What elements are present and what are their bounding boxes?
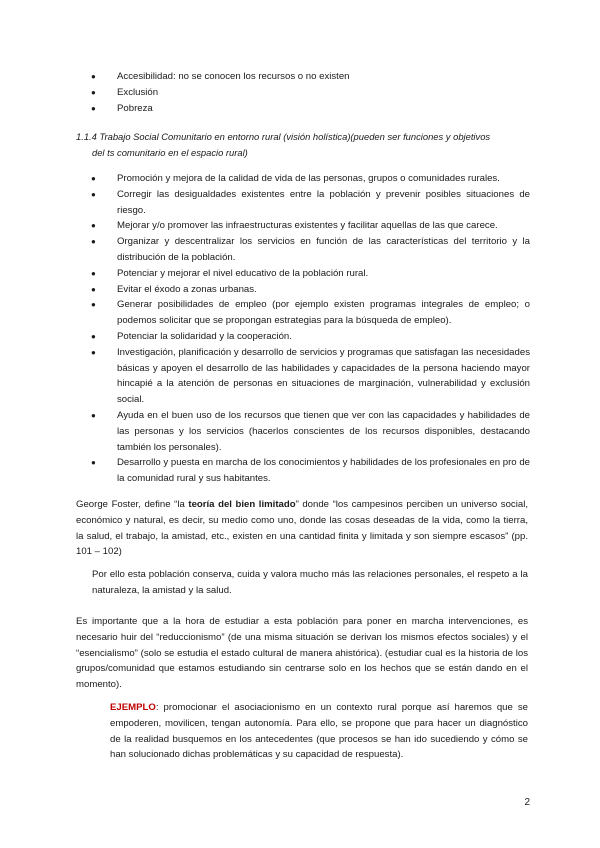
list-item: ● Pobreza xyxy=(86,101,530,117)
ejemplo-text: : promocionar el asociacionismo en un contexto rural porque así haremos que se empoderen, movilicen, tengan autonomía. Para ello, se propone que para hacer un diagnóstico de la realidad busquemos en los antecedentes (que procesos se han ido sucediendo y cómo se han solucionado dichas problemáticas y su capacidad de respuesta). xyxy=(110,702,528,761)
foster-text-before: George Foster, define “la xyxy=(76,499,189,510)
list-item: ● Organizar y descentralizar los servicios en función de las características del territorio y la distribución de la población. xyxy=(86,234,530,266)
paragraph-ejemplo xyxy=(110,700,528,763)
list-item: ● Ayuda en el buen uso de los recursos que tienen que ver con las capacidades y habilidades de las personas y los servicios (hacerlos conscientes de los recursos disponibles, destacando también los personales). xyxy=(86,408,530,455)
list-item: ● Evitar el éxodo a zonas urbanas. xyxy=(86,282,530,298)
foster-text-after: ” donde “los campesinos perciben un universo social, económico y natural, es decir, su medio como uno, donde las cosas deseadas de la vida, como la tierra, la salud, el trabajo, la amistad, etc., existen en una cantidad finita y limitada y son siempre escasos” (pp. 101 – 102) xyxy=(76,499,528,558)
list-top xyxy=(86,69,530,116)
section-heading-line1: 1.1.4 Trabajo Social Comunitario en entorno rural (visión holística)(pueden ser funciones y objetivos xyxy=(76,131,491,142)
list-item: ● Exclusión xyxy=(86,85,530,101)
paragraph-importante: Es importante que a la hora de estudiar a esta población para poner en marcha intervenciones, es necesario huir del “reduccionismo” (de una misma situación se derivan los mismos efectos sociales) y el “esencialismo” (solo se estudia el estado cultural de manera ahistórica). (estudiar cual es la historia de los grupos/comunidad que estamos estudiando sin centrarse solo en los hechos que se están dando en el momento). xyxy=(76,616,528,691)
list-item: ● Generar posibilidades de empleo (por ejemplo existen programas integrales de empleo; o podemos solicitar que se propongan estrategias para la búsqueda de empleo). xyxy=(86,297,530,329)
page-number: 2 xyxy=(524,797,530,808)
paragraph-foster xyxy=(76,497,528,560)
list-objectives xyxy=(86,171,530,487)
list-item: ● Accesibilidad: no se conocen los recursos o no existen xyxy=(86,69,530,85)
list-item: ● Desarrollo y puesta en marcha de los conocimientos y habilidades de los profesionales en pro de la comunidad rural y sus habitantes. xyxy=(86,455,530,487)
list-item: ● Corregir las desigualdades existentes entre la población y prevenir posibles situaciones de riesgo. xyxy=(86,187,530,219)
paragraph-conserva: Por ello esta población conserva, cuida y valora mucho más las relaciones personales, el respeto a la naturaleza, la amistad y la salud. xyxy=(92,569,528,596)
list-item: ● Promoción y mejora de la calidad de vida de las personas, grupos o comunidades rurales. xyxy=(86,171,530,187)
section-heading-line2: del ts comunitario en el espacio rural) xyxy=(92,147,248,158)
list-item: ● Mejorar y/o promover las infraestructuras existentes y facilitar aquellas de las que carece. xyxy=(86,218,530,234)
list-item: ● Investigación, planificación y desarrollo de servicios y programas que satisfagan las necesidades básicas y apoyen el desarrollo de las habilidades y capacidades de la persona haciendo mayor hincapié a la atención de personas en situaciones de marginación, vulnerabilidad y exclusión social. xyxy=(86,345,530,408)
foster-bold-term: teoría del bien limitado xyxy=(188,499,296,510)
list-item: ● Potenciar y mejorar el nivel educativo de la población rural. xyxy=(86,266,530,282)
ejemplo-label: EJEMPLO xyxy=(110,702,156,713)
list-item: ● Potenciar la solidaridad y la cooperación. xyxy=(86,329,530,345)
section-heading xyxy=(76,129,536,161)
